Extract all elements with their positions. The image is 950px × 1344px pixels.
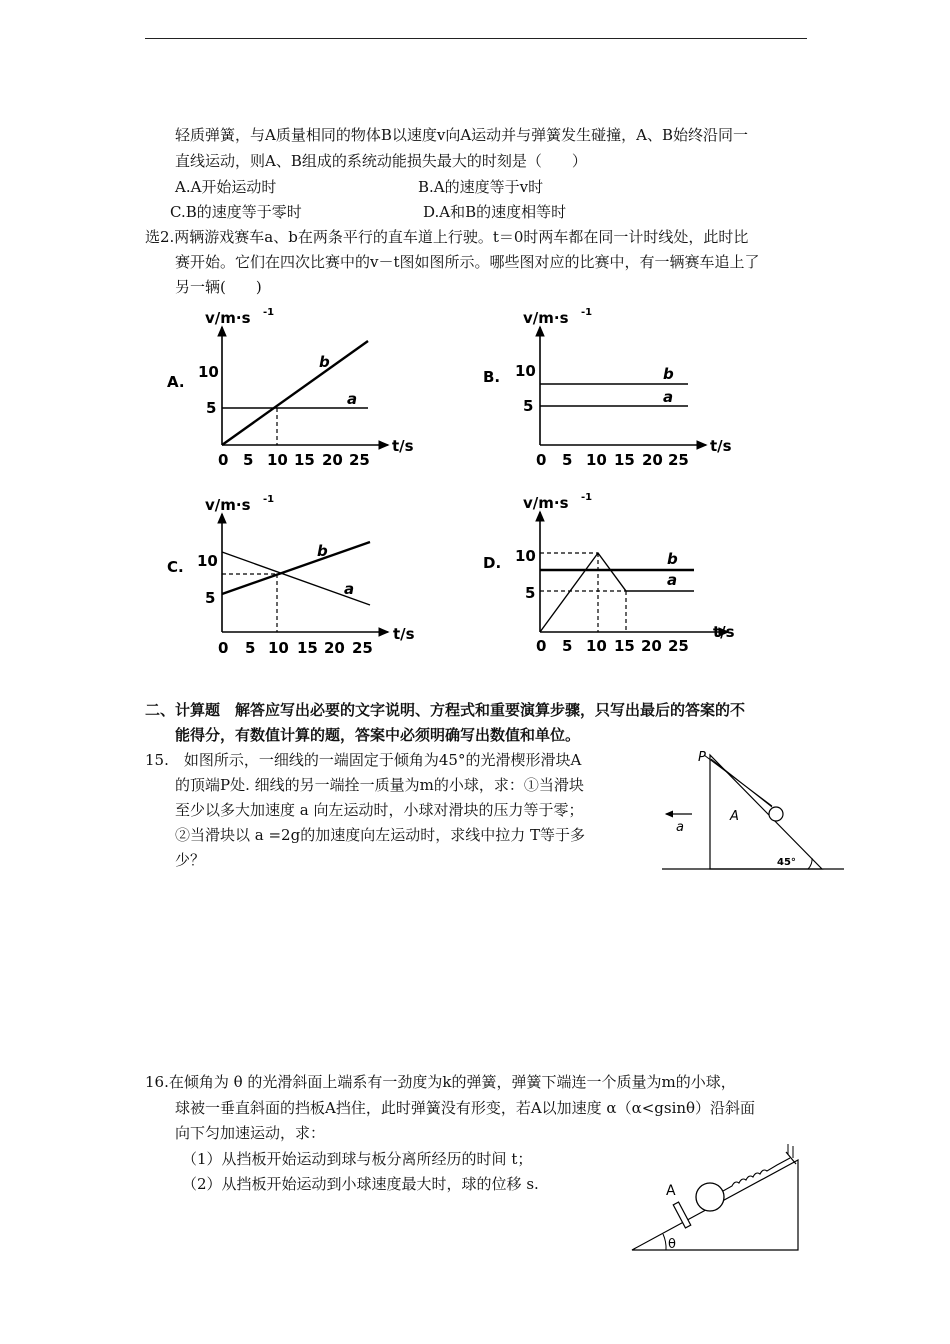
- q-prev-line2: 直线运动，则A、B组成的系统动能损失最大的时刻是（ ）: [175, 152, 587, 170]
- x-tick-25: 25: [352, 639, 373, 657]
- y-axis-label-exponent: -1: [581, 492, 593, 503]
- q15-line1: 15. 如图所示，一细线的一端固定于倾角为45°的光滑楔形滑块A: [145, 751, 582, 769]
- x-axis-label: t/s: [713, 623, 735, 641]
- x-tick-0: 0: [218, 639, 229, 657]
- q15-line3: 至少以多大加速度 a 向左运动时，小球对滑块的压力等于零；: [175, 801, 584, 819]
- curve-b-label: b: [663, 365, 674, 383]
- q-prev-option-a: A.A开始运动时: [175, 178, 277, 196]
- y-tick-5: 5: [205, 589, 216, 607]
- y-tick-5: 5: [523, 397, 534, 415]
- x-tick-5: 5: [562, 637, 573, 655]
- curve-a-label: a: [663, 388, 674, 406]
- y-axis-label-exponent: -1: [581, 307, 593, 318]
- q-prev-option-d: D.A和B的速度相等时: [423, 203, 567, 221]
- section2-line1: 二、计算题 解答应写出必要的文字说明、方程式和重要演算步骤，只写出最后的答案的不: [145, 701, 746, 719]
- x-tick-20: 20: [641, 637, 662, 655]
- baffle-plate-a: [673, 1202, 691, 1228]
- y-tick-5: 5: [525, 584, 536, 602]
- x-tick-5: 5: [562, 451, 573, 469]
- q15-line5: 少？: [175, 851, 206, 869]
- q16-line5: （2）从挡板开始运动到小球速度最大时，球的位移 s.: [182, 1175, 539, 1193]
- q15-line2: 的顶端P处. 细线的另一端拴一质量为m的小球，求：①当滑块: [175, 776, 584, 794]
- x-tick-20: 20: [322, 451, 343, 469]
- x-tick-15: 15: [297, 639, 318, 657]
- q-prev-option-c: C.B的速度等于零时: [170, 203, 302, 221]
- curve-b-label: b: [317, 542, 328, 560]
- q16-line1: 16.在倾角为 θ 的光滑斜面上端系有一劲度为k的弹簧，弹簧下端连一个质量为m的小球，: [145, 1073, 736, 1091]
- x-tick-0: 0: [536, 637, 547, 655]
- panel-label: D.: [483, 554, 502, 572]
- q16-line3: 向下匀加速运动，求：: [175, 1124, 326, 1142]
- y-tick-5: 5: [206, 399, 217, 417]
- x-tick-10: 10: [267, 451, 288, 469]
- y-axis-label: v/m·s: [205, 309, 251, 327]
- y-axis-label-exponent: -1: [263, 494, 275, 505]
- point-p-label: P: [698, 750, 706, 765]
- x-axis-label: t/s: [393, 625, 415, 643]
- curve-a-label: a: [667, 571, 678, 589]
- y-axis-label: v/m·s: [205, 496, 251, 514]
- angle-arc: [663, 1234, 666, 1250]
- y-tick-10: 10: [515, 362, 536, 380]
- q15-wedge-figure: [660, 745, 850, 875]
- panel-label: C.: [167, 558, 184, 576]
- curve-b-label: b: [667, 550, 678, 568]
- q-prev-option-b: B.A的速度等于v时: [418, 178, 544, 196]
- acceleration-label: a: [676, 820, 684, 835]
- angle-arc: [808, 858, 812, 869]
- x-tick-5: 5: [245, 639, 256, 657]
- x-axis-label: t/s: [392, 437, 414, 455]
- q-prev-line1: 轻质弹簧，与A质量相同的物体B以速度v向A运动并与弹簧发生碰撞，A、B始终沿同一: [175, 126, 749, 144]
- x-tick-10: 10: [586, 451, 607, 469]
- x-tick-0: 0: [536, 451, 547, 469]
- graph-panel-c: [160, 492, 450, 662]
- curve-a-label: a: [347, 390, 358, 408]
- string-line-inner: [711, 759, 772, 807]
- x-tick-20: 20: [324, 639, 345, 657]
- x-tick-15: 15: [614, 451, 635, 469]
- x-axis-label: t/s: [710, 437, 732, 455]
- y-axis-label: v/m·s: [523, 494, 569, 512]
- graph-panel-d: [478, 492, 768, 662]
- x-tick-25: 25: [668, 637, 689, 655]
- y-tick-10: 10: [198, 363, 219, 381]
- q-sel2-line3: 另一辆( ): [175, 278, 262, 296]
- y-axis-label-exponent: -1: [263, 307, 275, 318]
- curve-b-label: b: [319, 353, 330, 371]
- x-tick-0: 0: [218, 451, 229, 469]
- q16-line4: （1）从挡板开始运动到球与板分离所经历的时间 t；: [182, 1150, 533, 1168]
- q15-line4: ②当滑块以 a =2g的加速度向左运动时，求线中拉力 T等于多: [175, 826, 585, 844]
- spring-icon: [723, 1158, 790, 1191]
- x-tick-20: 20: [642, 451, 663, 469]
- graph-panel-a: [160, 305, 450, 475]
- q16-incline-figure: [630, 1140, 810, 1255]
- graph-panel-b: [478, 305, 768, 475]
- q16-line2: 球被一垂直斜面的挡板A挡住，此时弹簧没有形变，若A以加速度 α（α<gsinθ）沿斜面: [175, 1099, 756, 1117]
- plate-a-label: A: [666, 1183, 676, 1199]
- x-tick-25: 25: [349, 451, 370, 469]
- q-sel2-line1: 选2.两辆游戏赛车a、b在两条平行的直车道上行驶。t＝0时两车都在同一计时线处，此时比: [145, 228, 749, 246]
- panel-label: A.: [167, 373, 185, 391]
- y-tick-10: 10: [515, 547, 536, 565]
- theta-label: θ: [668, 1237, 676, 1252]
- section2-line2: 能得分，有数值计算的题，答案中必须明确写出数值和单位。: [175, 726, 581, 744]
- block-a-label: A: [730, 809, 739, 824]
- y-axis-label: v/m·s: [523, 309, 569, 327]
- x-tick-10: 10: [268, 639, 289, 657]
- x-tick-10: 10: [586, 637, 607, 655]
- x-tick-25: 25: [668, 451, 689, 469]
- x-tick-5: 5: [243, 451, 254, 469]
- y-tick-10: 10: [197, 552, 218, 570]
- q-sel2-line2: 赛开始。它们在四次比赛中的v－t图如图所示。哪些图对应的比赛中，有一辆赛车追上了: [175, 253, 760, 271]
- curve-a-label: a: [344, 580, 355, 598]
- panel-label: B.: [483, 368, 501, 386]
- ball-icon: [769, 807, 783, 821]
- header-rule: [145, 38, 807, 39]
- angle-label: 45°: [777, 857, 796, 868]
- x-tick-15: 15: [614, 637, 635, 655]
- ball-icon: [696, 1183, 724, 1211]
- x-tick-15: 15: [294, 451, 315, 469]
